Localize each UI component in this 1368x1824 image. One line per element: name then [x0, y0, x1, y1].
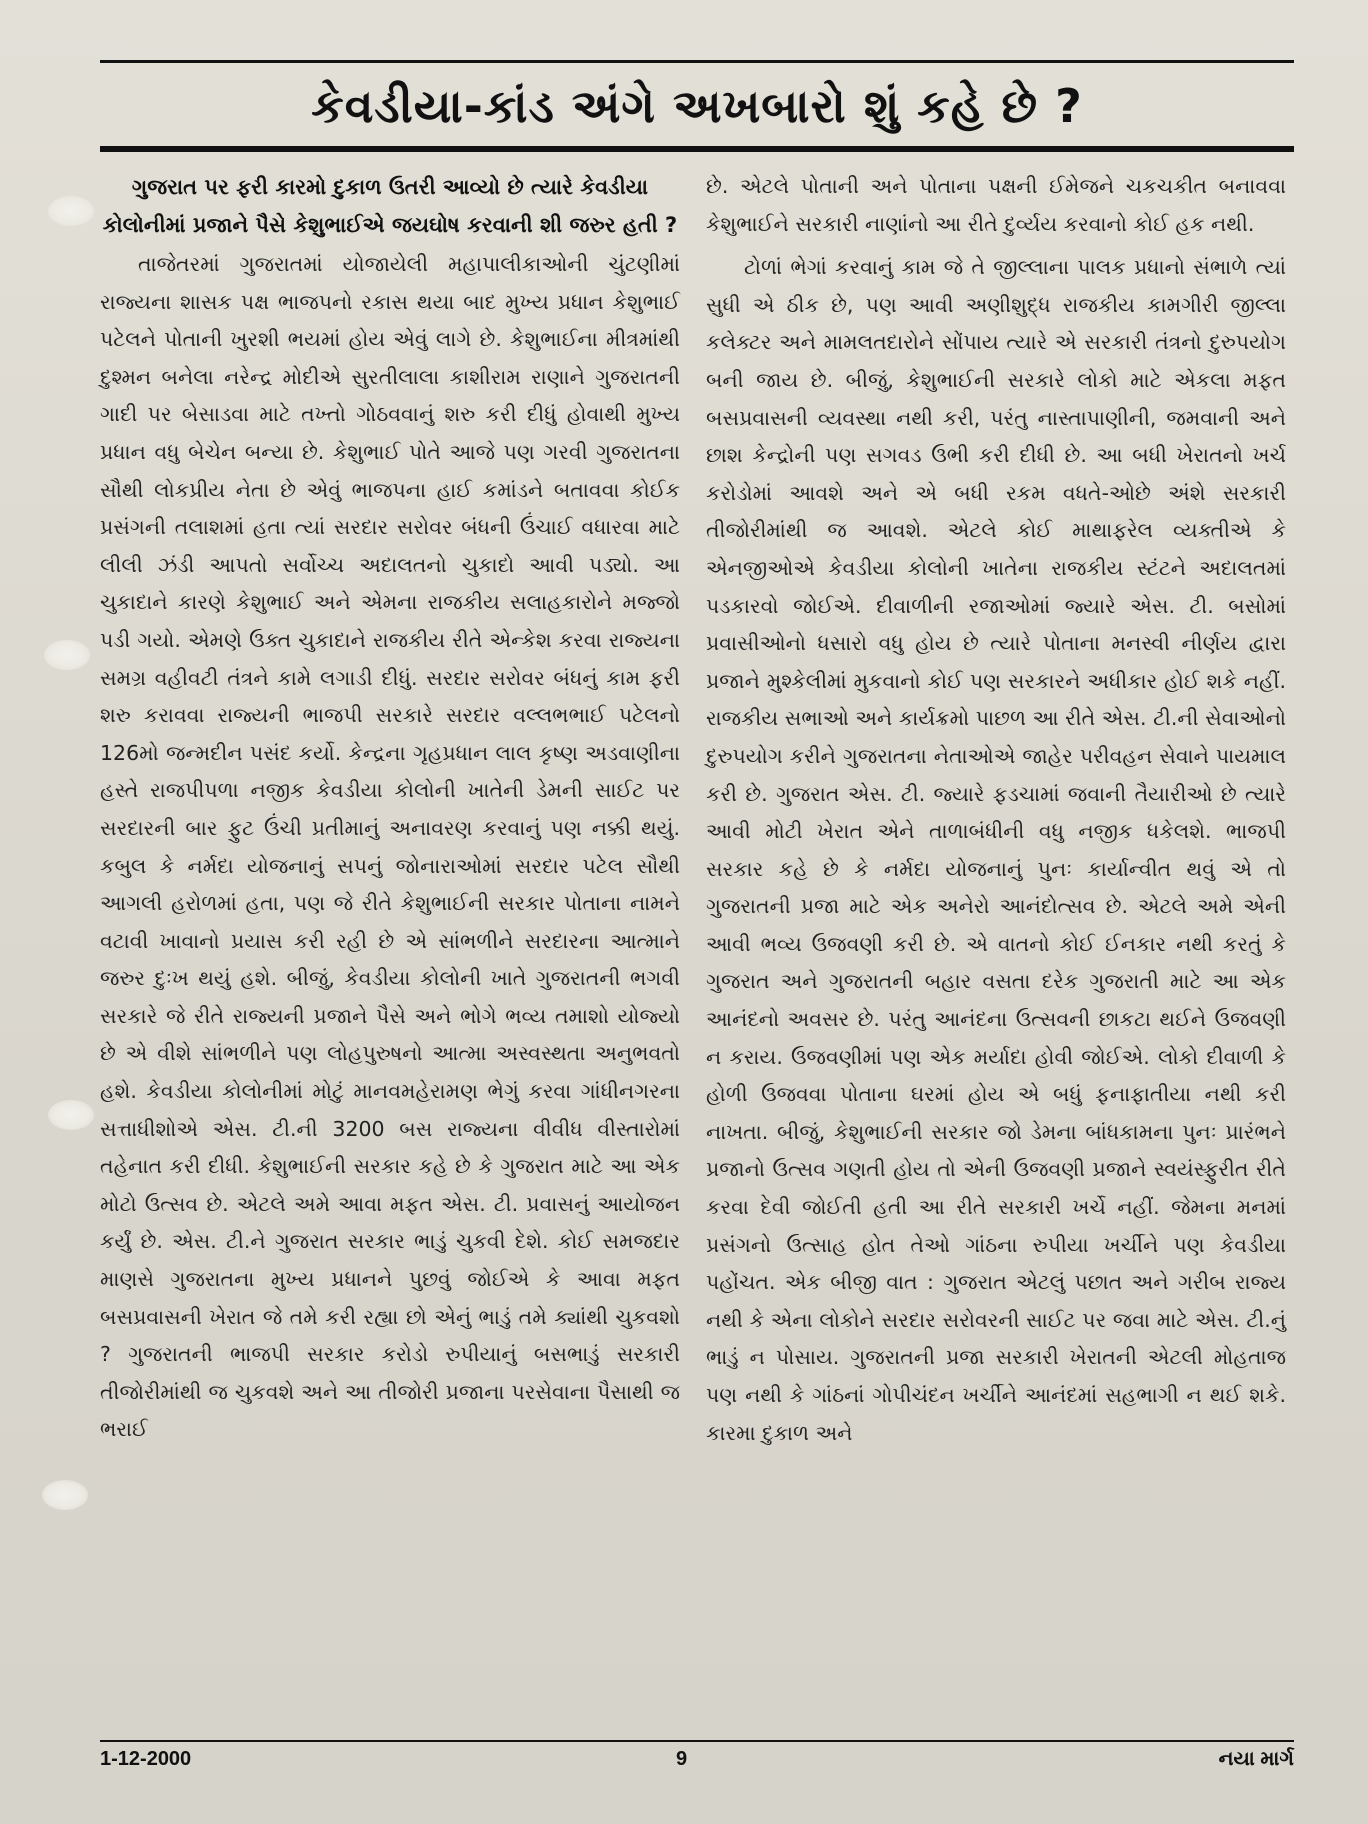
punch-hole — [42, 1480, 88, 1510]
article-subheading: ગુજરાત પર ફરી કારમો દુકાળ ઉતરી આવ્યો છે ત્યારે કેવડીયા કોલોનીમાં પ્રજાને પૈસે કેશુભાઈએ જયઘોષ કરવાની શી જરુર હતી ? — [102, 175, 678, 237]
page-number: 9 — [676, 1748, 688, 1770]
article-paragraph: તાજેતરમાં ગુજરાતમાં યોજાયેલી મહાપાલીકાઓની ચુંટણીમાં રાજ્યના શાસક પક્ષ ભાજપનો રકાસ થયા બાદ મુખ્ય પ્રધાન કેશુભાઈ પટેલને પોતાની ખુરશી ભયમાં હોય એવું લાગે છે. કેશુભાઈના મીત્રમાંથી દુશ્મન બનેલા નરેન્દ્ર મોદીએ સુરતીલાલા કાશીરામ રાણાને ગુજરાતની ગાદી પર બેસાડવા માટે તખ્તો ગોઠવવાનું શરુ કરી દીધું હોવાથી મુખ્ય પ્રધાન વધુ બેચેન બન્યા છે. કેશુભાઈ પોતે આજે પણ ગરવી ગુજરાતના સૌથી લોકપ્રીય નેતા છે એવું ભાજપના હાઈ કમાંડને બતાવવા કોઈક પ્રસંગની તલાશમાં હતા ત્યાં સરદાર સરોવર બંધની ઉંચાઈ વધારવા માટે લીલી ઝંડી આપતો સર્વોચ્ચ અદાલતનો ચુકાદો આવી પડ્યો. આ ચુકાદાને કારણે કેશુભાઈ અને એમના રાજકીય સલાહકારોને મજ્જો પડી ગયો. એમણે ઉક્ત ચુકાદાને રાજકીય રીતે એન્કેશ કરવા રાજ્યના સમગ્ર વહીવટી તંત્રને કામે લગાડી દીધું. સરદાર સરોવર બંધનું કામ ફરી શરુ કરાવવા રાજ્યની ભાજપી સરકારે સરદાર વલ્લભભાઈ પટેલનો 126મો જન્મદીન પસંદ કર્યો. કેન્દ્રના ગૃહપ્રધાન લાલ કૃષ્ણ અડવાણીના હસ્તે રાજપીપળા નજીક કેવડીયા કોલોની ખાતેની ડેમની સાઈટ પર સરદારની બાર ફુટ ઉંચી પ્રતીમાનું અનાવરણ કરવાનું પણ નક્કી થયું. કબુલ કે નર્મદા યોજનાનું સપનું જોનારાઓમાં સરદાર પટેલ સૌથી આગલી હરોળમાં હતા, પણ જે રીતે કેશુભાઈની સરકાર પોતાના નામને વટાવી ખાવાનો પ્રયાસ કરી રહી છે એ સાંભળીને સરદારના આત્માને જરુર દુઃખ થયું હશે. બીજું, કેવડીયા કોલોની ખાતે ગુજરાતની ભગવી સરકારે જે રીતે રાજ્યની પ્રજાને પૈસે અને ભોગે ભવ્ય તમાશો યોજ્યો છે એ વીશે સાંભળીને પણ લોહપુરુષનો આત્મા અસ્વસ્થતા અનુભવતો હશે. કેવડીયા કોલોનીમાં મોટું માનવમહેરામણ ભેગું કરવા ગાંધીનગરના સત્તાધીશોએ એસ. ટી.ની 3200 બસ રાજ્યના વીવીધ વીસ્તારોમાં તહેનાત કરી દીધી. કેશુભાઈની સરકાર કહે છે કે ગુજરાત માટે આ એક મોટો ઉત્સવ છે. એટલે અમે આવા મફત એસ. ટી. પ્રવાસનું આયોજન કર્યું છે. એસ. ટી.ને ગુજરાત સરકાર ભાડું ચુકવી દેશે. કોઈ સમજદાર માણસે ગુજરાતના મુખ્ય પ્રધાનને પુછવું જોઈએ કે આવા મફત બસપ્રવાસની ખેરાત જે તમે કરી રહ્યા છો એનું ભાડું તમે ક્યાંથી ચુકવશો ? ગુજરાતની ભાજપી સરકાર કરોડો રુપીયાનું બસભાડું સરકારી તીજોરીમાંથી જ ચુકવશે અને આ તીજોરી પ્રજાના પરસેવાના પૈસાથી જ ભરાઈ — [100, 252, 680, 1442]
issue-date: 1-12-2000 — [100, 1748, 192, 1770]
footer-rule — [100, 1740, 1294, 1742]
article-paragraph: છે. એટલે પોતાની અને પોતાના પક્ષની ઈમેજને ચકચકીત બનાવવા કેશુભાઈને સરકારી નાણાંનો આ રીતે દુર્વ્યય કરવાનો કોઈ હક નથી. — [706, 174, 1286, 236]
top-rule — [100, 60, 1294, 63]
right-column — [706, 168, 1286, 1452]
punch-hole — [48, 196, 94, 226]
punch-hole — [48, 1100, 94, 1130]
left-column — [100, 168, 680, 1449]
article-paragraph: ટોળાં ભેગાં કરવાનું કામ જે તે જીલ્લાના પાલક પ્રધાનો સંભાળે ત્યાં સુધી એ ઠીક છે, પણ આવી અણીશુદ્ધ રાજકીય કામગીરી જીલ્લા કલેક્ટર અને મામલતદારોને સોંપાય ત્યારે એ સરકારી તંત્રનો દુરુપયોગ બની જાય છે. બીજું, કેશુભાઈની સરકારે લોકો માટે એકલા મફત બસપ્રવાસની વ્યવસ્થા નથી કરી, પરંતુ નાસ્તાપાણીની, જમવાની અને છાશ કેન્દ્રોની પણ સગવડ ઉભી કરી દીધી છે. આ બધી ખેરાતનો ખર્ચ કરોડોમાં આવશે અને એ બધી રકમ વધતે-ઓછે અંશે સરકારી તીજોરીમાંથી જ આવશે. એટલે કોઈ માથાફરેલ વ્યક્તીએ કે એનજીઓએ કેવડીયા કોલોની ખાતેના રાજકીય સ્ટંટને અદાલતમાં પડકારવો જોઈએ. દીવાળીની રજાઓમાં જ્યારે એસ. ટી. બસોમાં પ્રવાસીઓનો ધસારો વધુ હોય છે ત્યારે પોતાના મનસ્વી નીર્ણય દ્વારા પ્રજાને મુશ્કેલીમાં મુકવાનો કોઈ પણ સરકારને અધીકાર હોઈ શકે નહીં. રાજકીય સભાઓ અને કાર્યક્રમો પાછળ આ રીતે એસ. ટી.ની સેવાઓનો દુરુપયોગ કરીને ગુજરાતના નેતાઓએ જાહેર પરીવહન સેવાને પાયમાલ કરી છે. ગુજરાત એસ. ટી. જ્યારે ફડચામાં જવાની તૈયારીઓ છે ત્યારે આવી મોટી ખેરાત એને તાળાબંધીની વધુ નજીક ધકેલશે. ભાજપી સરકાર કહે છે કે નર્મદા યોજનાનું પુનઃ કાર્યાન્વીત થવું એ તો ગુજરાતની પ્રજા માટે એક અનેરો આનંદોત્સવ છે. એટલે અમે એની આવી ભવ્ય ઉજવણી કરી છે. એ વાતનો કોઈ ઈનકાર નથી કરતું કે ગુજરાત અને ગુજરાતની બહાર વસતા દરેક ગુજરાતી માટે આ એક આનંદનો અવસર છે. પરંતુ આનંદના ઉત્સવની છાકટા થઈને ઉજવણી ન કરાય. ઉજવણીમાં પણ એક મર્યાદા હોવી જોઈએ. લોકો દીવાળી કે હોળી ઉજવવા પોતાના ઘરમાં હોય એ બધું ફનાફાતીયા નથી કરી નાખતા. બીજું, કેશુભાઈની સરકાર જો ડેમના બાંધકામના પુનઃ પ્રારંભને પ્રજાનો ઉત્સવ ગણતી હોય તો એની ઉજવણી પ્રજાને સ્વયંસ્ફુરીત રીતે કરવા દેવી જોઈતી હતી આ રીતે સરકારી ખર્ચે નહીં. જેમના મનમાં પ્રસંગનો ઉત્સાહ હોત તેઓ ગાંઠના રુપીયા ખર્ચીને પણ કેવડીયા પહોંચત. એક બીજી વાત : ગુજરાત એટલું પછાત અને ગરીબ રાજ્ય નથી કે એના લોકોને સરદાર સરોવરની સાઈટ પર જવા માટે એસ. ટી.નું ભાડું ન પોસાય. ગુજરાતની પ્રજા સરકારી ખેરાતની એટલી મોહતાજ પણ નથી કે ગાંઠનાં ગોપીચંદન ખર્ચીને આનંદમાં સહભાગી ન થઈ શકે. કારમા દુકાળ અને — [706, 255, 1286, 1445]
publication-name: નયા માર્ગ — [1218, 1748, 1294, 1770]
punch-hole — [44, 640, 90, 670]
headline: કેવડીયા-કાંડ અંગે અખબારો શું કહે છે ? — [311, 79, 1083, 133]
headline-rule — [100, 146, 1294, 152]
